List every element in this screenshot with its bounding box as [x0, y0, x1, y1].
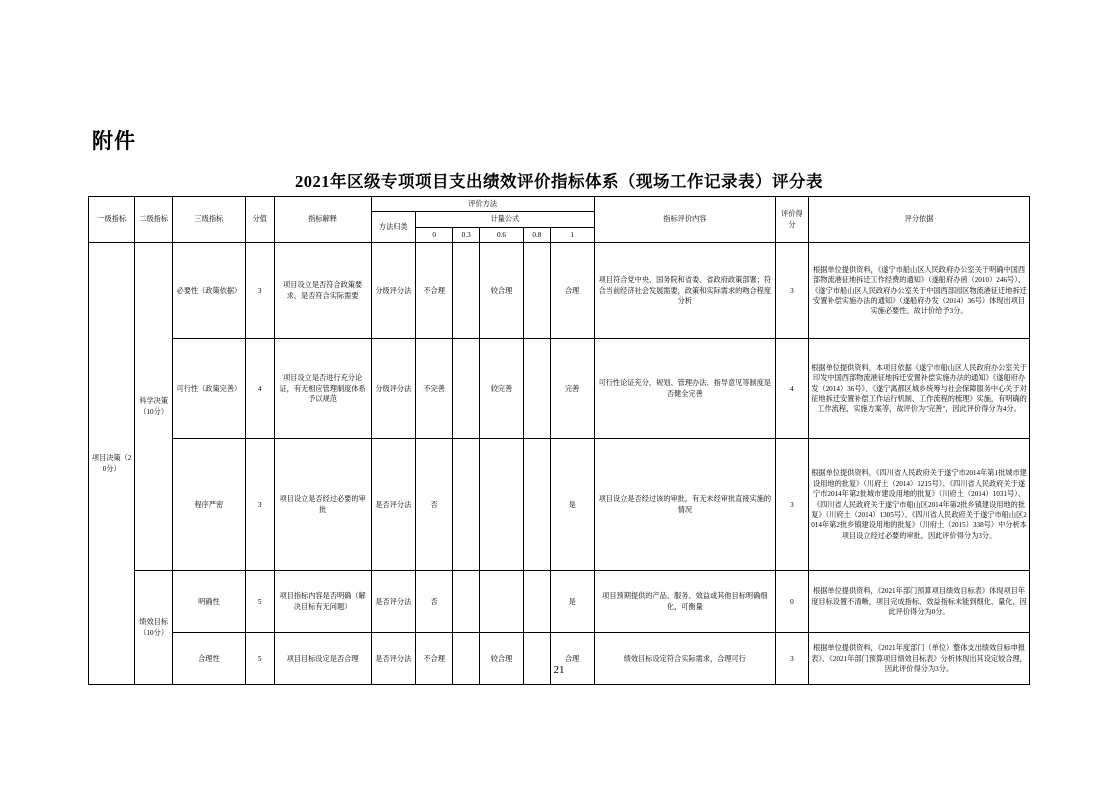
table-header-row-1 — [89, 197, 1030, 212]
cell-formula-08 — [524, 439, 551, 571]
header-explanation: 指标解释 — [274, 197, 371, 243]
cell-formula-08 — [524, 633, 551, 685]
cell-score-value: 4 — [245, 339, 274, 439]
cell-formula-08 — [524, 571, 551, 633]
page-title: 2021年区级专项项目支出绩效评价指标体系（现场工作记录表）评分表 — [295, 172, 823, 191]
header-level2: 二级指标 — [135, 197, 173, 243]
cell-formula-06: 较合理 — [479, 243, 523, 339]
header-basis: 评分依据 — [809, 197, 1030, 243]
cell-method-class: 是否评分法 — [371, 633, 415, 685]
cell-content: 绩效目标设定符合实际需求，合理可行 — [594, 633, 775, 685]
cell-got-score: 3 — [775, 439, 808, 571]
page-number: 21 — [553, 664, 565, 676]
cell-basis: 根据单位提供资料，《2021年度部门（单位）整体支出绩效目标申报表》、《2021年部门预算项目绩效目标表》分析体现出其设定较合理，因此评价得分为3分。 — [809, 633, 1030, 685]
cell-formula-1: 完善 — [550, 339, 594, 439]
cell-content: 可行性论证充分，规划、管理办法、指导意见等制度是否健全完善 — [594, 339, 775, 439]
cell-explanation: 项目指标内容是否明确（解决目标有无问题） — [274, 571, 371, 633]
cell-basis: 根据单位提供资料，《四川省人民政府关于遂宁市2014年第1批城市建设用地的批复》（川府土（2014）1215号）、《四川省人民政府关于遂宁市2014年第2批城市建设用地的批复》（川府土（2014）1031号）、《四川省人民政府关于遂宁市船山区2014年第2批乡镇建设用地的批复》（川府土（2014）1305号）、《四川省人民政府关于遂宁市船山区2014年第2批乡镇建设用地的批复》（川府土（2015）338号）中分析本项目设立经过必要的审批，因此评价得分为3分。 — [809, 439, 1030, 571]
cell-score-value: 3 — [245, 243, 274, 339]
cell-level3: 合理性 — [172, 633, 245, 685]
cell-basis: 根据单位提供资料，《遂宁市船山区人民政府办公室关于明确中国西部物流港征地拆迁工作经费的通知》（遂船府办函（2010）246号）、《遂宁市船山区人民政府办公室关于中国西部园区物流港征迁地拆迁安置补偿实施办法的通知》（遂船府办发（2014）36号）体现出项目实施必要性。故计价给予3分。 — [809, 243, 1030, 339]
cell-method-class: 分级评分法 — [371, 243, 415, 339]
cell-formula-1: 合理 — [550, 243, 594, 339]
cell-formula-0: 不完善 — [415, 339, 453, 439]
cell-got-score: 0 — [775, 571, 808, 633]
cell-formula-0: 不合理 — [415, 633, 453, 685]
cell-got-score: 3 — [775, 243, 808, 339]
cell-formula-03 — [453, 339, 480, 439]
header-level3: 三级指标 — [172, 197, 245, 243]
header-formula-col-1: 1 — [550, 227, 594, 242]
cell-basis: 根据单位提供资料，本项目依据《遂宁市船山区人民政府办公室关于印发中国西部物流港征地拆迁安置补偿实施办法的通知》《遂船府办发（2014）36号》、《遂宁离都区城乡统筹与社会保障服务中心关于对征地拆迁安置补偿工作运行机制、工作流程的梳理》实施，有明确的工作流程，实施方案等，故评价为"完善"，因此评价得分为4分。 — [809, 339, 1030, 439]
cell-formula-0: 否 — [415, 571, 453, 633]
cell-content: 项目预期提供的产品、服务、效益或其他目标明确细化，可衡量 — [594, 571, 775, 633]
header-score-value: 分值 — [245, 197, 274, 243]
cell-basis: 根据单位提供资料，《2021年部门预算项目绩效目标表》体现项目年度目标设置不清晰，项目完成指标、效益指标未能到细化、量化，因此评价得分为0分。 — [809, 571, 1030, 633]
cell-explanation: 项目设立是否符合政策要求，是否符合实际需要 — [274, 243, 371, 339]
cell-formula-1: 合理 — [550, 633, 594, 685]
cell-explanation: 项目目标设定是否合理 — [274, 633, 371, 685]
cell-formula-06: 较完善 — [479, 339, 523, 439]
scoring-table — [88, 196, 1030, 685]
cell-level3: 必要性（政策依据） — [172, 243, 245, 339]
cell-level3: 可行性（政策完善） — [172, 339, 245, 439]
cell-formula-03 — [453, 571, 480, 633]
header-content: 指标评价内容 — [594, 197, 775, 243]
cell-formula-0: 不合理 — [415, 243, 453, 339]
cell-level2: 科学决策（10分） — [135, 243, 173, 571]
cell-formula-06: 较合理 — [479, 633, 523, 685]
cell-formula-03 — [453, 243, 480, 339]
cell-formula-1: 是 — [550, 571, 594, 633]
table-row — [89, 571, 1030, 633]
table-row — [89, 243, 1030, 339]
cell-level1: 项目决策（20分） — [89, 243, 135, 685]
header-formula-col-06: 0.6 — [479, 227, 523, 242]
cell-content: 项目符合党中央、国务院和省委、省政府政策部署；符合当前经济社会发展需要，政策和实际需求的吻合程度分析 — [594, 243, 775, 339]
header-method-class: 方法归类 — [371, 212, 415, 243]
header-formula-col-08: 0.8 — [524, 227, 551, 242]
cell-formula-03 — [453, 439, 480, 571]
table-row — [89, 439, 1030, 571]
cell-formula-06 — [479, 571, 523, 633]
header-got-score: 评价得分 — [775, 197, 808, 243]
cell-content: 项目设立是否经过该的审批，有无未经审批直接实施的情况 — [594, 439, 775, 571]
cell-method-class: 分级评分法 — [371, 339, 415, 439]
cell-level2: 绩效目标（10分） — [135, 571, 173, 685]
table-row — [89, 339, 1030, 439]
cell-level3: 明确性 — [172, 571, 245, 633]
header-formula-col-03: 0.3 — [453, 227, 480, 242]
cell-formula-08 — [524, 243, 551, 339]
cell-formula-1: 是 — [550, 439, 594, 571]
cell-explanation: 项目设立是否经过必要的审批 — [274, 439, 371, 571]
cell-level3: 程序严密 — [172, 439, 245, 571]
cell-formula-08 — [524, 339, 551, 439]
cell-score-value: 5 — [245, 633, 274, 685]
header-level1: 一级指标 — [89, 197, 135, 243]
cell-method-class: 是否评分法 — [371, 439, 415, 571]
header-formula: 计量公式 — [415, 212, 594, 227]
table-row — [89, 633, 1030, 685]
cell-got-score: 3 — [775, 633, 808, 685]
cell-got-score: 4 — [775, 339, 808, 439]
cell-formula-03 — [453, 633, 480, 685]
cell-formula-0: 否 — [415, 439, 453, 571]
header-formula-col-0: 0 — [415, 227, 453, 242]
cell-score-value: 3 — [245, 439, 274, 571]
cell-explanation: 项目设立是否进行充分论证，有无相应管理制度体系予以规范 — [274, 339, 371, 439]
cell-method-class: 是否评分法 — [371, 571, 415, 633]
cell-formula-06 — [479, 439, 523, 571]
attachment-label: 附件 — [92, 129, 136, 153]
cell-score-value: 5 — [245, 571, 274, 633]
header-eval-method: 评价方法 — [371, 197, 594, 212]
